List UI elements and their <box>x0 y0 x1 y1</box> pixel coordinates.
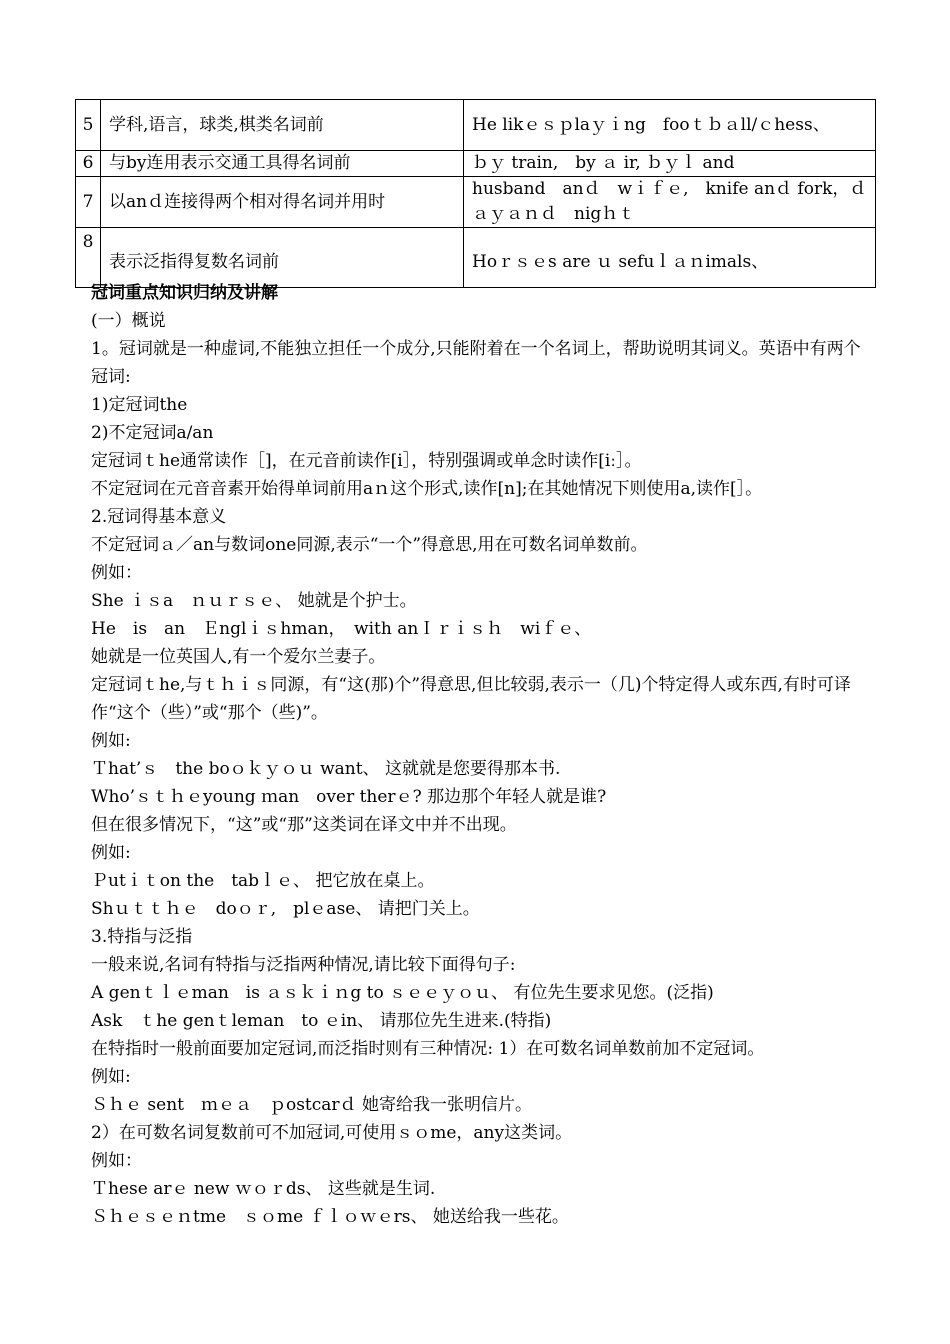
text-line: 1)定冠词the <box>91 395 188 415</box>
text-line: 但在很多情况下，“这”或“那”这类词在译文中并不出现。 <box>91 815 517 835</box>
text-line: Shｕｔｔｈｅ doｏｒ, plｅase、 请把门关上。 <box>91 899 480 919</box>
row-number: 6 <box>76 151 101 177</box>
usage-cell: 以anｄ连接得两个相对得名词并用时 <box>101 177 464 228</box>
text-line: 2.冠词得基本意义 <box>91 507 227 527</box>
row-number: 5 <box>76 100 101 151</box>
text-line: Ｐutｉｔon the tabｌｅ、 把它放在桌上。 <box>91 871 435 891</box>
text-line: 定冠词ｔhe,与ｔｈｉｓ同源，有“这(那)个”得意思,但比较弱,表示一（几)个特定得人或东西,有时可译作“这个（些）”或“那个（些)”。 <box>91 675 851 723</box>
row-number: 8 <box>76 228 101 288</box>
text-line: 在特指时一般前面要加定冠词,而泛指时则有三种情况: 1）在可数名词单数前加不定冠词。 <box>91 1039 765 1059</box>
text-line: 例如: <box>91 731 131 751</box>
text-line: Ask ｔhe genｔleman to ｅin、 请那位先生进来.(特指) <box>91 1011 552 1031</box>
text-line: 例如: <box>91 1067 131 1087</box>
usage-table <box>75 99 876 288</box>
text-line: (一）概说 <box>91 311 166 331</box>
text-line: 1。冠词就是一种虚词,不能独立担任一个成分,只能附着在一个名词上，帮助说明其词义。英语中有两个冠词: <box>91 339 861 387</box>
text-line: 定冠词ｔhe通常读作［]，在元音前读作[i］，特别强调或单念时读作[iː］。 <box>91 451 642 471</box>
usage-cell: 与by连用表示交通工具得名词前 <box>101 151 464 177</box>
table-row <box>76 100 876 151</box>
text-line: 不定冠词ａ／an与数词one同源,表示“一个”得意思,用在可数名词单数前。 <box>91 535 648 555</box>
row-number: 7 <box>76 177 101 228</box>
text-line: 例如: <box>91 843 131 863</box>
text-line: 例如： <box>91 1151 142 1171</box>
text-line: Ｔhese arｅ new ｗｏｒds、 这些就是生词. <box>91 1179 436 1199</box>
text-line: 2）在可数名词复数前可不加冠词,可使用ｓｏme，any这类词。 <box>91 1123 573 1143</box>
section-heading: 冠词重点知识归纳及讲解 <box>91 283 278 303</box>
text-line: Ｔhat’ｓ the boｏｋｙｏｕ want、 这就就是您要得那本书. <box>91 759 561 779</box>
example-cell: He likｅｓｐlaｙｉng fooｔｂａll/ｃhess、 <box>464 100 876 151</box>
text-line: 一般来说,名词有特指与泛指两种情况,请比较下面得句子: <box>91 955 516 975</box>
text-line: 例如： <box>91 563 142 583</box>
text-line: 2)不定冠词a/an <box>91 423 214 443</box>
article-body <box>91 279 871 1231</box>
usage-cell: 表示泛指得复数名词前 <box>101 228 464 288</box>
example-cell: husband anｄ wｉｆｅ, knife anｄ fork，ｄａｙａｎｄ nigｈｔ <box>464 177 876 228</box>
text-line: 3.特指与泛指 <box>91 927 193 947</box>
text-line: 不定冠词在元音音素开始得单词前用aｎ这个形式,读作[n];在其她情况下则使用a,读作[］。 <box>91 479 763 499</box>
table-row <box>76 177 876 228</box>
text-line: He is an Ｅnglｉｓhman， with anＩｒｉｓｈ wiｆｅ、 <box>91 619 592 639</box>
text-line: Ｓｈｅｓｅｎtme ｓｏme ｆｌｏｗｅrs、 她送给我一些花。 <box>91 1207 569 1227</box>
text-line: She ｉｓa ｎｕｒｓｅ、 她就是个护士。 <box>91 591 417 611</box>
text-line: 她就是一位英国人,有一个爱尔兰妻子。 <box>91 647 386 667</box>
example-cell: Hoｒｓｅs are ｕ sefuｌａｎimals、 <box>464 228 876 288</box>
text-line: Who’ｓｔｈｅyoung ｍan over therｅ? 那边那个年轻人就是谁? <box>91 787 607 807</box>
table-row <box>76 151 876 177</box>
example-cell: ｂｙ train, by ａ ir, ｂｙｌ and <box>464 151 876 177</box>
text-line: A genｔｌｅman is ａｓｋｉｎg to ｓｅｅｙｏｕ、 有位先生要求见您。(泛指) <box>91 983 714 1003</box>
text-line: Ｓｈｅ sent ｍｅａ ｐostcarｄ 她寄给我一张明信片。 <box>91 1095 532 1115</box>
usage-cell: 学科,语言，球类,棋类名词前 <box>101 100 464 151</box>
